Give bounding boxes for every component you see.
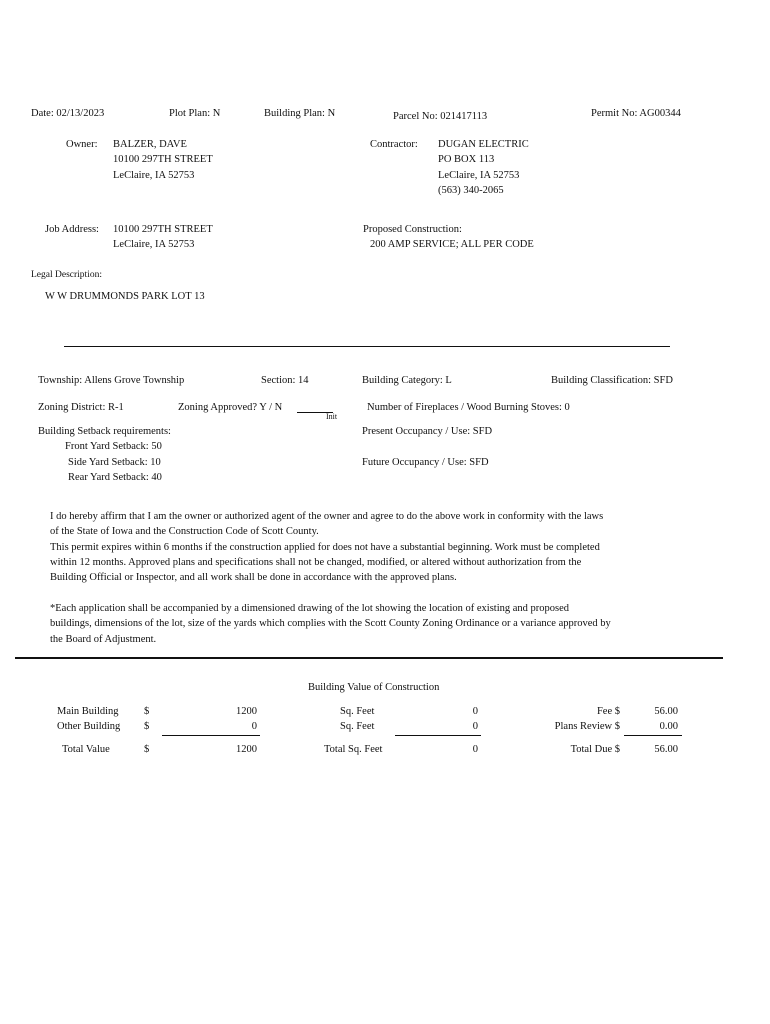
- legal-description-label: Legal Description:: [31, 270, 102, 280]
- note-line: *Each application shall be accompanied by a dimensioned drawing of the lot showing the location of existing and proposed: [50, 603, 570, 614]
- legal-description-value: W W DRUMMONDS PARK LOT 13: [45, 291, 205, 302]
- plot-plan: Plot Plan: N: [169, 108, 221, 119]
- plans-review-amount: 0.00: [659, 721, 678, 732]
- proposed-construction-value: 200 AMP SERVICE; ALL PER CODE: [370, 239, 534, 250]
- other-sq-feet-label: Sq. Feet: [340, 721, 375, 732]
- section: Section: 14: [261, 375, 309, 386]
- owner-street: 10100 297TH STREET: [113, 154, 213, 166]
- other-building-value: 0: [251, 721, 257, 732]
- job-address-city: LeClaire, IA 52753: [113, 239, 195, 251]
- zoning-approved: Zoning Approved? Y / N: [178, 402, 283, 413]
- affirmation-line: This permit expires within 6 months if the construction applied for does not have a substantial beginning. Work must be completed: [50, 541, 600, 553]
- total-sq-feet: 0: [472, 744, 478, 755]
- main-building-label: Main Building: [57, 706, 119, 717]
- main-building-value: 1200: [236, 706, 257, 717]
- currency-sign: $: [144, 721, 150, 732]
- other-building-label: Other Building: [57, 721, 121, 732]
- township: Township: Allens Grove Township: [38, 375, 185, 386]
- affirmation-line: of the State of Iowa and the Construction Code of Scott County.: [50, 526, 319, 538]
- contractor-label: Contractor:: [370, 139, 418, 150]
- job-address-label: Job Address:: [45, 224, 99, 235]
- proposed-construction-label: Proposed Construction:: [363, 224, 462, 235]
- building-classification: Building Classification: SFD: [551, 375, 673, 386]
- main-sq-feet: 0: [472, 706, 478, 717]
- total-due-amount: 56.00: [654, 744, 678, 755]
- fee-sum-line: [624, 735, 682, 736]
- job-address-street: 10100 297TH STREET: [113, 224, 213, 235]
- total-value: 1200: [236, 744, 257, 755]
- affirmation-paragraph: [50, 509, 603, 585]
- init-label: Init: [326, 412, 338, 421]
- contractor-block: [438, 137, 529, 198]
- main-sq-feet-label: Sq. Feet: [340, 706, 375, 717]
- owner-block: [113, 137, 213, 183]
- affirmation-line: I do hereby affirm that I am the owner or authorized agent of the owner and agree to do the above work in conformity with the laws: [50, 511, 604, 522]
- fee-label: Fee $: [596, 706, 620, 717]
- total-value-label: Total Value: [62, 744, 110, 755]
- future-use: Future Occupancy / Use: SFD: [362, 457, 489, 468]
- contractor-name: DUGAN ELECTRIC: [438, 139, 529, 150]
- sq-feet-sum-line: [395, 735, 481, 736]
- application-note: [50, 601, 611, 647]
- contractor-po-box: PO BOX 113: [438, 154, 495, 166]
- zoning-district: Zoning District: R-1: [38, 402, 124, 413]
- plans-review-label: Plans Review $: [554, 721, 620, 732]
- setback-title: Building Setback requirements:: [38, 426, 171, 437]
- total-sq-feet-label: Total Sq. Feet: [324, 744, 383, 755]
- rear-setback: Rear Yard Setback: 40: [68, 471, 162, 483]
- section-divider: [15, 657, 723, 659]
- contractor-phone: (563) 340-2065: [438, 184, 504, 196]
- value-section-title: Building Value of Construction: [308, 682, 440, 693]
- permit-date: Date: 02/13/2023: [31, 108, 105, 119]
- note-line: the Board of Adjustment.: [50, 633, 157, 645]
- owner-city: LeClaire, IA 52753: [113, 169, 195, 181]
- owner-label: Owner:: [66, 139, 98, 150]
- building-category: Building Category: L: [362, 375, 452, 386]
- value-sum-line: [162, 735, 260, 736]
- building-plan: Building Plan: N: [264, 108, 336, 119]
- divider-line: [64, 346, 670, 347]
- contractor-city: LeClaire, IA 52753: [438, 169, 520, 181]
- owner-name: BALZER, DAVE: [113, 139, 187, 150]
- note-line: buildings, dimensions of the lot, size of the yards which complies with the Scott County Zoning Ordinance or a variance approved by: [50, 618, 611, 630]
- other-sq-feet: 0: [472, 721, 478, 732]
- fee-amount: 56.00: [654, 706, 678, 717]
- side-setback: Side Yard Setback: 10: [68, 456, 161, 468]
- affirmation-line: within 12 months. Approved plans and specifications shall not be changed, modified, or altered without authorization from the: [50, 556, 582, 568]
- present-use: Present Occupancy / Use: SFD: [362, 426, 493, 437]
- front-setback: Front Yard Setback: 50: [65, 441, 162, 453]
- permit-number: Permit No: AG00344: [591, 108, 681, 119]
- job-address-block: [113, 222, 213, 253]
- total-due-label: Total Due $: [570, 744, 620, 755]
- parcel-number: Parcel No: 021417113: [393, 111, 488, 122]
- fireplaces: Number of Fireplaces / Wood Burning Stoves: 0: [367, 402, 570, 413]
- currency-sign: $: [144, 706, 150, 717]
- currency-sign: $: [144, 744, 150, 755]
- affirmation-line: Building Official or Inspector, and all work shall be done in accordance with the approved plans.: [50, 572, 457, 584]
- setback-block: [38, 424, 171, 485]
